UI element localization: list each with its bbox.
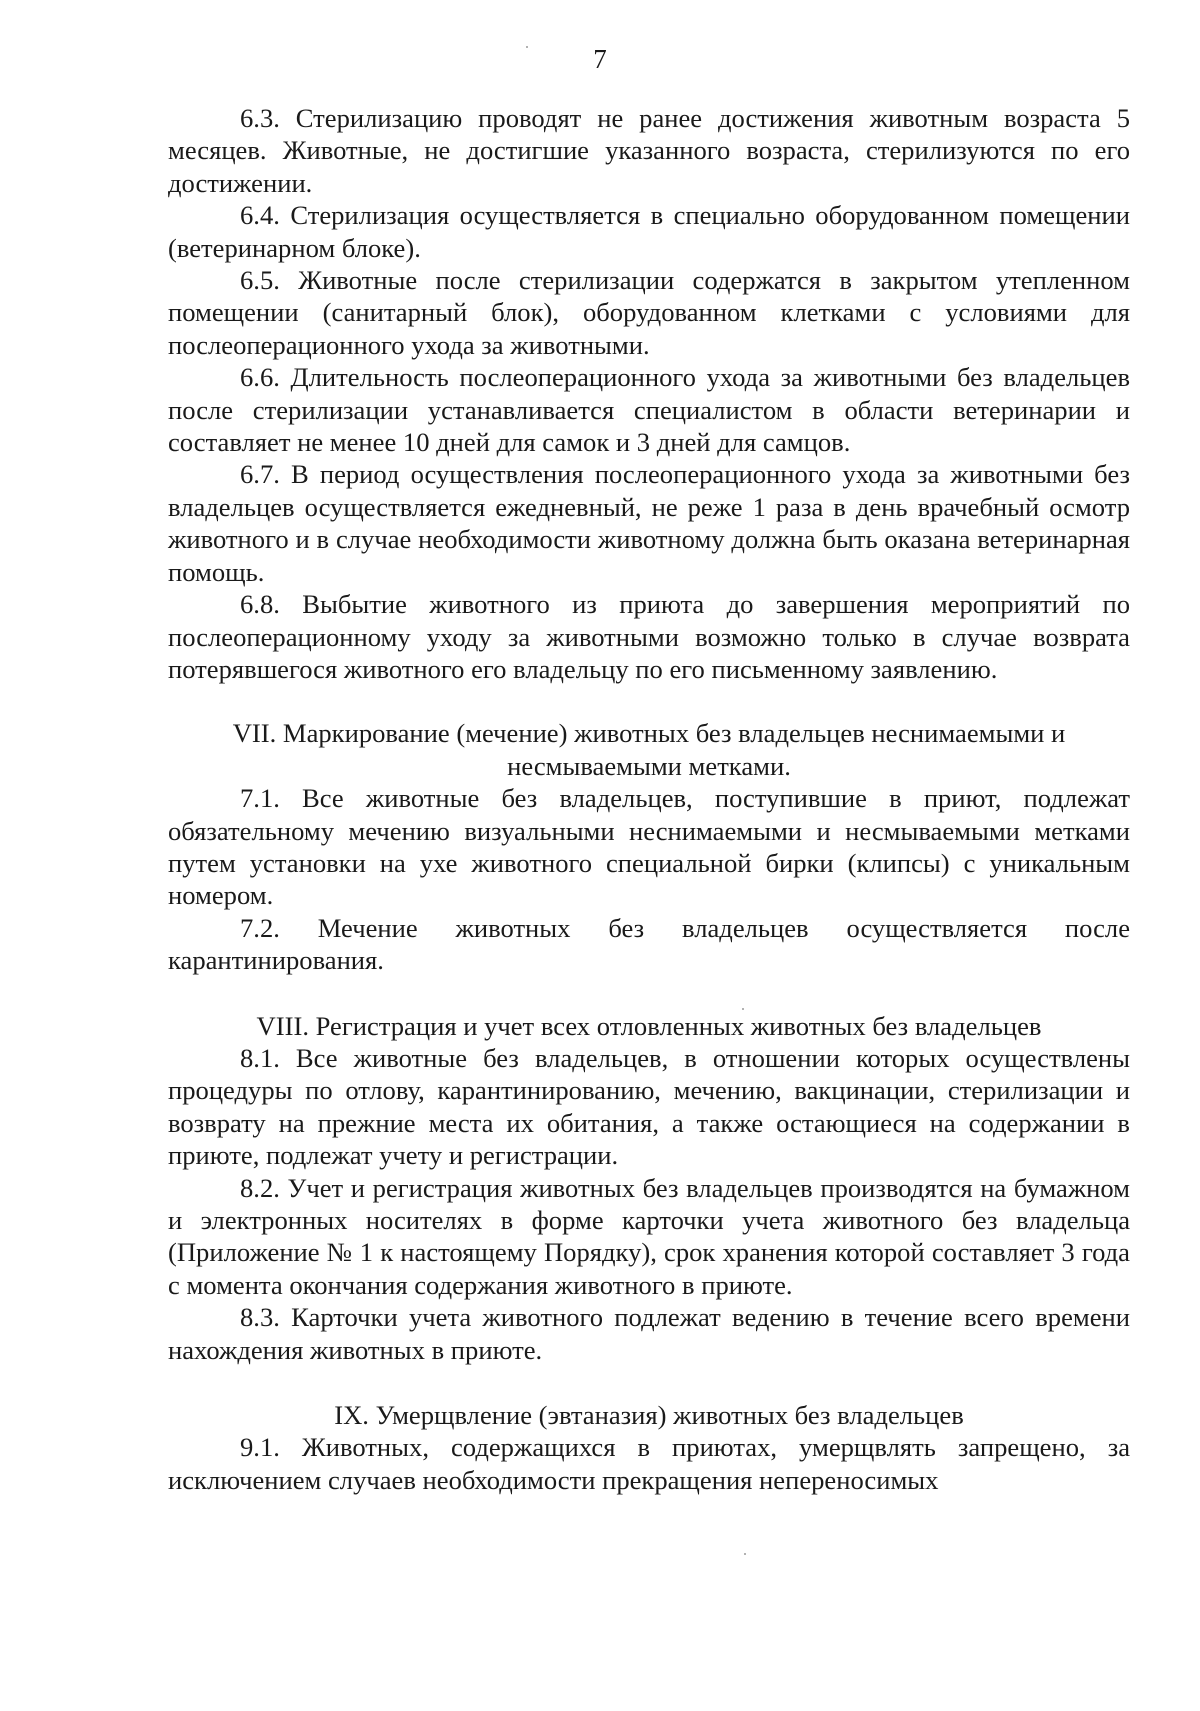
paragraph-8-1: 8.1. Все животные без владельцев, в отношении которых осуществлены процедуры по отлову, карантинированию, мечению, вакцинации, стерилизации и возврату на прежние места их обитания, а также остающиеся на содержании в приюте, подлежат учету и регистрации. [168,1042,1130,1171]
paragraph-8-2: 8.2. Учет и регистрация животных без владельцев производятся на бумажном и электронных носителях в форме карточки учета животного без владельца (Приложение № 1 к настоящему Порядку), срок хранения которой составляет 3 года с момента окончания содержания животного в приюте. [168,1172,1130,1300]
section-spacer [168,1366,1130,1399]
paragraph-6-5: 6.5. Животные после стерилизации содержатся в закрытом утепленном помещении (санитарный блок), оборудованном клетками с условиями для послеоперационного ухода за животными. [168,265,1130,360]
section-heading-9: IX. Умерщвление (эвтаназия) животных без владельцев [334,1400,964,1431]
paragraph-6-4: 6.4. Стерилизация осуществляется в специально оборудованном помещении (ветеринарном блоке). [168,200,1130,263]
document-body [168,102,1130,1496]
section-spacer [168,977,1130,1010]
paragraph-8-3: 8.3. Карточки учета животного подлежат ведению в течение всего времени нахождения животных в приюте. [168,1302,1130,1365]
scan-speck [526,46,528,48]
section-heading-7: VII. Маркирование (мечение) животных без владельцев неснимаемыми и несмываемыми метками. [232,718,1066,781]
section-heading-8: VIII. Регистрация и учет всех отловленных животных без владельцев [256,1010,1042,1041]
scan-speck [742,1008,744,1010]
paragraph-6-8: 6.8. Выбытие животного из приюта до завершения мероприятий по послеоперационному уходу за животными возможно только в случае возврата потерявшегося животного его владельцу по его письменному заявлению. [168,589,1130,684]
scan-speck [744,1553,746,1555]
paragraph-9-1: 9.1. Животных, содержащихся в приютах, умерщвлять запрещено, за исключением случаев необходимости прекращения непереносимых [168,1432,1130,1495]
paragraph-6-7: 6.7. В период осуществления послеоперационного ухода за животными без владельцев осуществляется ежедневный, не реже 1 раза в день врачебный осмотр животного и в случае необходимости животному должна быть оказана ветеринарная помощь. [168,459,1130,587]
page-number: 7 [593,44,607,74]
paragraph-7-2: 7.2. Мечение животных без владельцев осуществляется после карантинирования. [168,912,1130,976]
section-spacer [168,685,1130,717]
paragraph-7-1: 7.1. Все животные без владельцев, поступившие в приют, подлежат обязательному мечению визуальными неснимаемыми и несмываемыми метками путем установки на ухе животного специальной бирки (клипсы) с уникальным номером. [168,783,1130,911]
paragraph-6-3: 6.3. Стерилизацию проводят не ранее достижения животным возраста 5 месяцев. Животные, не достигшие указанного возраста, стерилизуются по его достижении. [168,103,1130,198]
paragraph-6-6: 6.6. Длительность послеоперационного ухода за животными без владельцев после стерилизации устанавливается специалистом в области ветеринарии и составляет не менее 10 дней для самок и 3 дней для самцов. [168,362,1130,458]
